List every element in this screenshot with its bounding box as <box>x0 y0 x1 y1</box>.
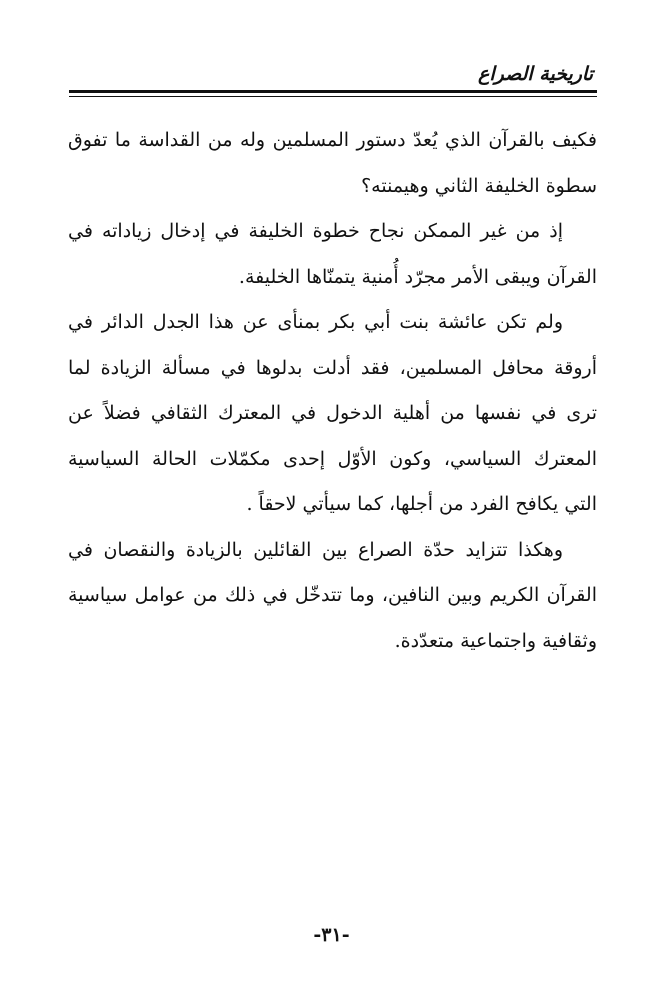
body-text <box>68 118 597 664</box>
text-line: القرآن الكريم وبين النافين، وما تتدخّل في ذلك من عوامل سياسية <box>68 584 597 606</box>
text-line: ترى في نفسها من أهلية الدخول في المعترك الثقافي فضلاً عن <box>68 402 597 424</box>
header-rule-thin <box>69 96 597 97</box>
header-rule <box>69 90 597 93</box>
running-header-title: تاريخية الصراع <box>478 63 593 85</box>
text-line: أروقة محافل المسلمين، فقد أدلت بدلوها في مسألة الزيادة لما <box>68 356 597 379</box>
page-number: -٣١- <box>313 924 350 946</box>
text-line: فكيف بالقرآن الذي يُعدّ دستور المسلمين وله من القداسة ما تفوق <box>68 129 597 151</box>
text-line: ولم تكن عائشة بنت أبي بكر بمنأى عن هذا الجدل الدائر في <box>68 311 563 333</box>
text-line: سطوة الخليفة الثاني وهيمنته؟ <box>361 174 597 197</box>
text-line: وهكذا تتزايد حدّة الصراع بين القائلين بالزيادة والنقصان في <box>68 538 563 561</box>
text-line: إذ من غير الممكن نجاح خطوة الخليفة في إدخال زياداته في <box>68 220 563 242</box>
text-line: القرآن ويبقى الأمر مجرّد أُمنية يتمنّاها الخليفة. <box>238 265 597 288</box>
text-line: وثقافية واجتماعية متعدّدة. <box>394 629 597 652</box>
text-line: التي يكافح الفرد من أجلها، كما سيأتي لاحقاً . <box>246 493 597 515</box>
text-line: المعترك السياسي، وكون الأوّل إحدى مكمّلات الحالة السياسية <box>68 447 597 470</box>
